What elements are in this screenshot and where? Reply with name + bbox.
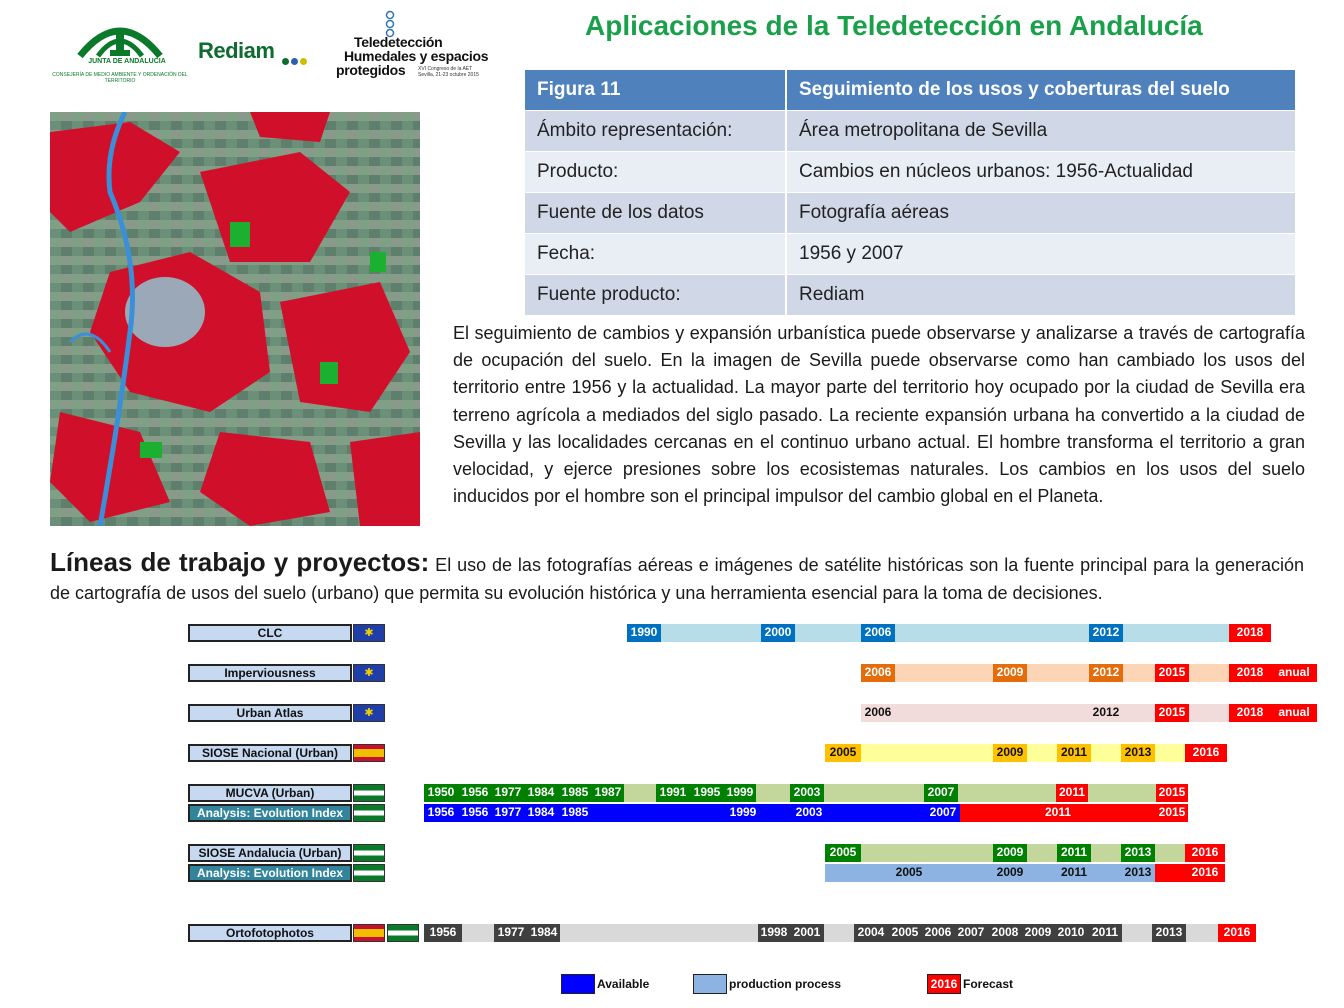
description-paragraph: El seguimiento de cambios y expansión urbanística puede observarse y analizarse a través de cartografía de ocupación del suelo. En la imagen de Sevilla puede observarse como han cambiado los usos del territorio entre 1956 y la actualidad. La mayor parte del territorio hoy ocupado por la ciudad de Sevilla era terreno agrícola a mediados del siglo pasado. La reciente expansión urbana ha convertido a la ciudad de Sevilla y las localidades cercanas en el continuo urbano actual. El hombre transforma el territorio a gran velocidad, y ejerce presiones sobre los ecosistemas naturales. Los cambios en los usos del suelo inducidos por el hombre son el principal impulsor del cambio global en el Planeta.: [453, 323, 1305, 507]
timeline-cell: 2013: [1121, 844, 1155, 862]
timeline-cell: [1122, 924, 1152, 942]
timeline-cell: 2013: [1152, 924, 1186, 942]
timeline-cell: 2007: [926, 804, 960, 822]
timeline-cell: [958, 784, 1056, 802]
timeline-cell: [826, 804, 926, 822]
timeline-cell: 2016: [1185, 864, 1225, 882]
timeline-row-label: Urban Atlas: [188, 704, 352, 722]
timeline-cell: [824, 924, 854, 942]
timeline-cell: 2005: [825, 844, 861, 862]
spain-flag-icon: [353, 924, 385, 942]
timeline-cell: 2006: [861, 664, 895, 682]
congress-line-3: protegidos: [336, 62, 406, 78]
timeline-cell: 2009: [993, 664, 1027, 682]
timeline-cell: 1998: [758, 924, 790, 942]
timeline-cell: 2003: [790, 784, 824, 802]
timeline-cell: 2016: [1185, 744, 1227, 762]
timeline-cell: [1027, 864, 1057, 882]
timeline-cell: [1027, 744, 1057, 762]
timeline-cell: 1995: [690, 784, 724, 802]
timeline-cell: 2013: [1121, 864, 1155, 882]
timeline-cell: [1186, 924, 1218, 942]
timeline-cell: 1956: [458, 784, 492, 802]
table-cell-value: Cambios en núcleos urbanos: 1956-Actualidad: [786, 152, 1296, 193]
work-lines-text: El uso de las fotografías aéreas e imágenes de satélite históricas son la fuente principal para la generación de cartografía de usos del suelo (urbano) que permita su evolución histórica y una herramienta esencial para la toma de decisiones.: [50, 555, 1305, 603]
timeline-cell: 1987: [592, 784, 624, 802]
table-header-cell: Seguimiento de los usos y coberturas del suelo: [786, 70, 1296, 111]
page-title: Aplicaciones de la Teledetección en Andalucía: [585, 10, 1203, 41]
timeline-cell: 1985: [558, 804, 592, 822]
timeline-cell: 2007: [954, 924, 988, 942]
timeline-cell: [1027, 664, 1089, 682]
timeline-cell: 2000: [761, 624, 795, 642]
timeline-cell: 2015: [1156, 804, 1188, 822]
timeline-cell: 2006: [922, 924, 954, 942]
timeline-cell: [1027, 844, 1057, 862]
timeline-cell: 2006: [861, 704, 895, 722]
legend-swatch: 2016: [927, 974, 961, 994]
timeline-cell: 2011: [960, 804, 1156, 822]
table-cell-label: Ámbito representación:: [525, 111, 786, 152]
timeline-cell: 2003: [792, 804, 826, 822]
timeline-cell: [861, 744, 993, 762]
spain-flag-icon: [353, 744, 385, 762]
timeline-cell: 1999: [726, 804, 760, 822]
timeline-cell: 2006: [861, 624, 895, 642]
timeline-cell: [760, 804, 792, 822]
legend-swatch: [561, 974, 595, 994]
timeline-cell: [1123, 664, 1155, 682]
timeline-cell: 1977: [492, 784, 524, 802]
table-cell-label: Fuente producto:: [525, 275, 786, 316]
timeline-cell: 2007: [924, 784, 958, 802]
timeline-row-label: Analysis: Evolution Index: [188, 804, 352, 822]
timeline-cell: anual: [1271, 704, 1317, 722]
timeline-cell: 2012: [1089, 624, 1123, 642]
timeline-cell: 2016: [1218, 924, 1256, 942]
junta-name: JUNTA DE ANDALUCIA: [88, 58, 166, 65]
timeline-cell: 2005: [888, 924, 922, 942]
timeline-cell: 1977: [494, 924, 528, 942]
table-cell-value: 1956 y 2007: [786, 234, 1296, 275]
timeline-cell: [1123, 624, 1229, 642]
timeline-cell: [462, 924, 494, 942]
timeline-cell: 2011: [1057, 864, 1091, 882]
timeline-row-label: Imperviousness: [188, 664, 352, 682]
timeline-cell: anual: [1271, 664, 1317, 682]
timeline-cell: [895, 624, 1089, 642]
timeline-cell: 2011: [1057, 844, 1091, 862]
timeline-cell: 1985: [558, 784, 592, 802]
timeline-cell: [661, 624, 761, 642]
table-header-cell: Figura 11: [525, 70, 786, 111]
timeline-cell: [624, 784, 656, 802]
table-cell-value: Fotografía aéreas: [786, 193, 1296, 234]
timeline-cell: 2009: [993, 844, 1027, 862]
timeline-cell: 2018: [1229, 624, 1271, 642]
congress-line-2: Humedales y espacios: [344, 48, 489, 64]
table-cell-label: Fuente de los datos: [525, 193, 786, 234]
timeline-cell: 2012: [1089, 704, 1123, 722]
timeline-cell: 2011: [1088, 924, 1122, 942]
timeline-cell: [560, 924, 758, 942]
timeline-cell: [1189, 704, 1229, 722]
eu-flag-icon: [353, 704, 385, 722]
timeline-cell: 2005: [825, 864, 993, 882]
congress-line-1: Teledetección: [354, 34, 443, 50]
timeline-row-label: SIOSE Nacional (Urban): [188, 744, 352, 762]
legend-label: Forecast: [963, 977, 1014, 991]
timeline-cell: 1950: [424, 784, 458, 802]
eu-flag-icon: [353, 664, 385, 682]
timeline-cell: 2010: [1054, 924, 1088, 942]
timeline-cell: [895, 664, 993, 682]
andalucia-flag-icon: [353, 844, 385, 862]
table-cell-value: Rediam: [786, 275, 1296, 316]
timeline-cell: 1984: [524, 784, 558, 802]
timeline-cell: [1091, 864, 1121, 882]
timeline-cell: [1189, 664, 1229, 682]
andalucia-flag-icon: [387, 924, 419, 942]
andalucia-flag-icon: [353, 784, 385, 802]
timeline-cell: [1091, 744, 1121, 762]
timeline-cell: 1984: [528, 924, 560, 942]
timeline-cell: [1155, 744, 1185, 762]
timeline-cell: 2004: [854, 924, 888, 942]
timeline-cell: 2001: [790, 924, 824, 942]
timeline-cell: 2005: [825, 744, 861, 762]
junta-subtitle: CONSEJERÍA DE MEDIO AMBIENTE Y ORDENACIÓN DEL TERRITORIO: [52, 72, 188, 84]
table-cell-value: Área metropolitana de Sevilla: [786, 111, 1296, 152]
andalucia-flag-icon: [353, 804, 385, 822]
timeline-cell: [895, 704, 1089, 722]
timeline-cell: [795, 624, 861, 642]
timeline-cell: [1091, 844, 1121, 862]
timeline-cell: [824, 784, 924, 802]
timeline-row-label: SIOSE Andalucia (Urban): [188, 844, 352, 862]
work-lines-heading: Líneas de trabajo y proyectos:: [50, 547, 430, 577]
timeline-cell: 2008: [988, 924, 1022, 942]
legend-label: production process: [729, 977, 842, 991]
timeline-cell: [1155, 864, 1185, 882]
timeline-cell: 2018: [1229, 704, 1271, 722]
timeline-cell: 1956: [458, 804, 492, 822]
timeline-cell: [592, 804, 726, 822]
timeline-row-label: MUCVA (Urban): [188, 784, 352, 802]
timeline-cell: [1088, 784, 1156, 802]
eu-flag-icon: [353, 624, 385, 642]
timeline-cell: [1155, 844, 1185, 862]
timeline-cell: 2009: [1022, 924, 1054, 942]
timeline-cell: 2011: [1057, 744, 1091, 762]
timeline-cell: 1956: [424, 924, 462, 942]
timeline-cell: 1990: [627, 624, 661, 642]
timeline-cell: 1999: [724, 784, 756, 802]
timeline-cell: 2018: [1229, 664, 1271, 682]
timeline-cell: 1984: [524, 804, 558, 822]
legend-label: Available: [597, 977, 650, 991]
timeline-cell: 2015: [1156, 784, 1188, 802]
rediam-logo: Rediam: [198, 38, 275, 63]
timeline-cell: 2012: [1089, 664, 1123, 682]
timeline-row-label: Ortofotophotos: [188, 924, 352, 942]
timeline-cell: 2016: [1185, 844, 1225, 862]
timeline-cell: 1956: [424, 804, 458, 822]
timeline-cell: [756, 784, 790, 802]
timeline-cell: 2009: [993, 864, 1027, 882]
andalucia-flag-icon: [353, 864, 385, 882]
table-cell-label: Producto:: [525, 152, 786, 193]
legend-swatch: [693, 974, 727, 994]
timeline-cell: 2009: [993, 744, 1027, 762]
congress-detail-2: Sevilla, 21-23 octubre 2015: [418, 72, 479, 78]
timeline-cell: 1991: [656, 784, 690, 802]
timeline-cell: [861, 844, 993, 862]
timeline-cell: 2015: [1155, 704, 1189, 722]
timeline-cell: 2015: [1155, 664, 1189, 682]
timeline-cell: 2013: [1121, 744, 1155, 762]
timeline-row-label: CLC: [188, 624, 352, 642]
timeline-cell: 2011: [1056, 784, 1088, 802]
congress-detail-1: XVI Congreso de la AET: [418, 66, 473, 72]
timeline-cell: 1977: [492, 804, 524, 822]
timeline-cell: [1123, 704, 1155, 722]
table-cell-label: Fecha:: [525, 234, 786, 275]
timeline-row-label: Analysis: Evolution Index: [188, 864, 352, 882]
